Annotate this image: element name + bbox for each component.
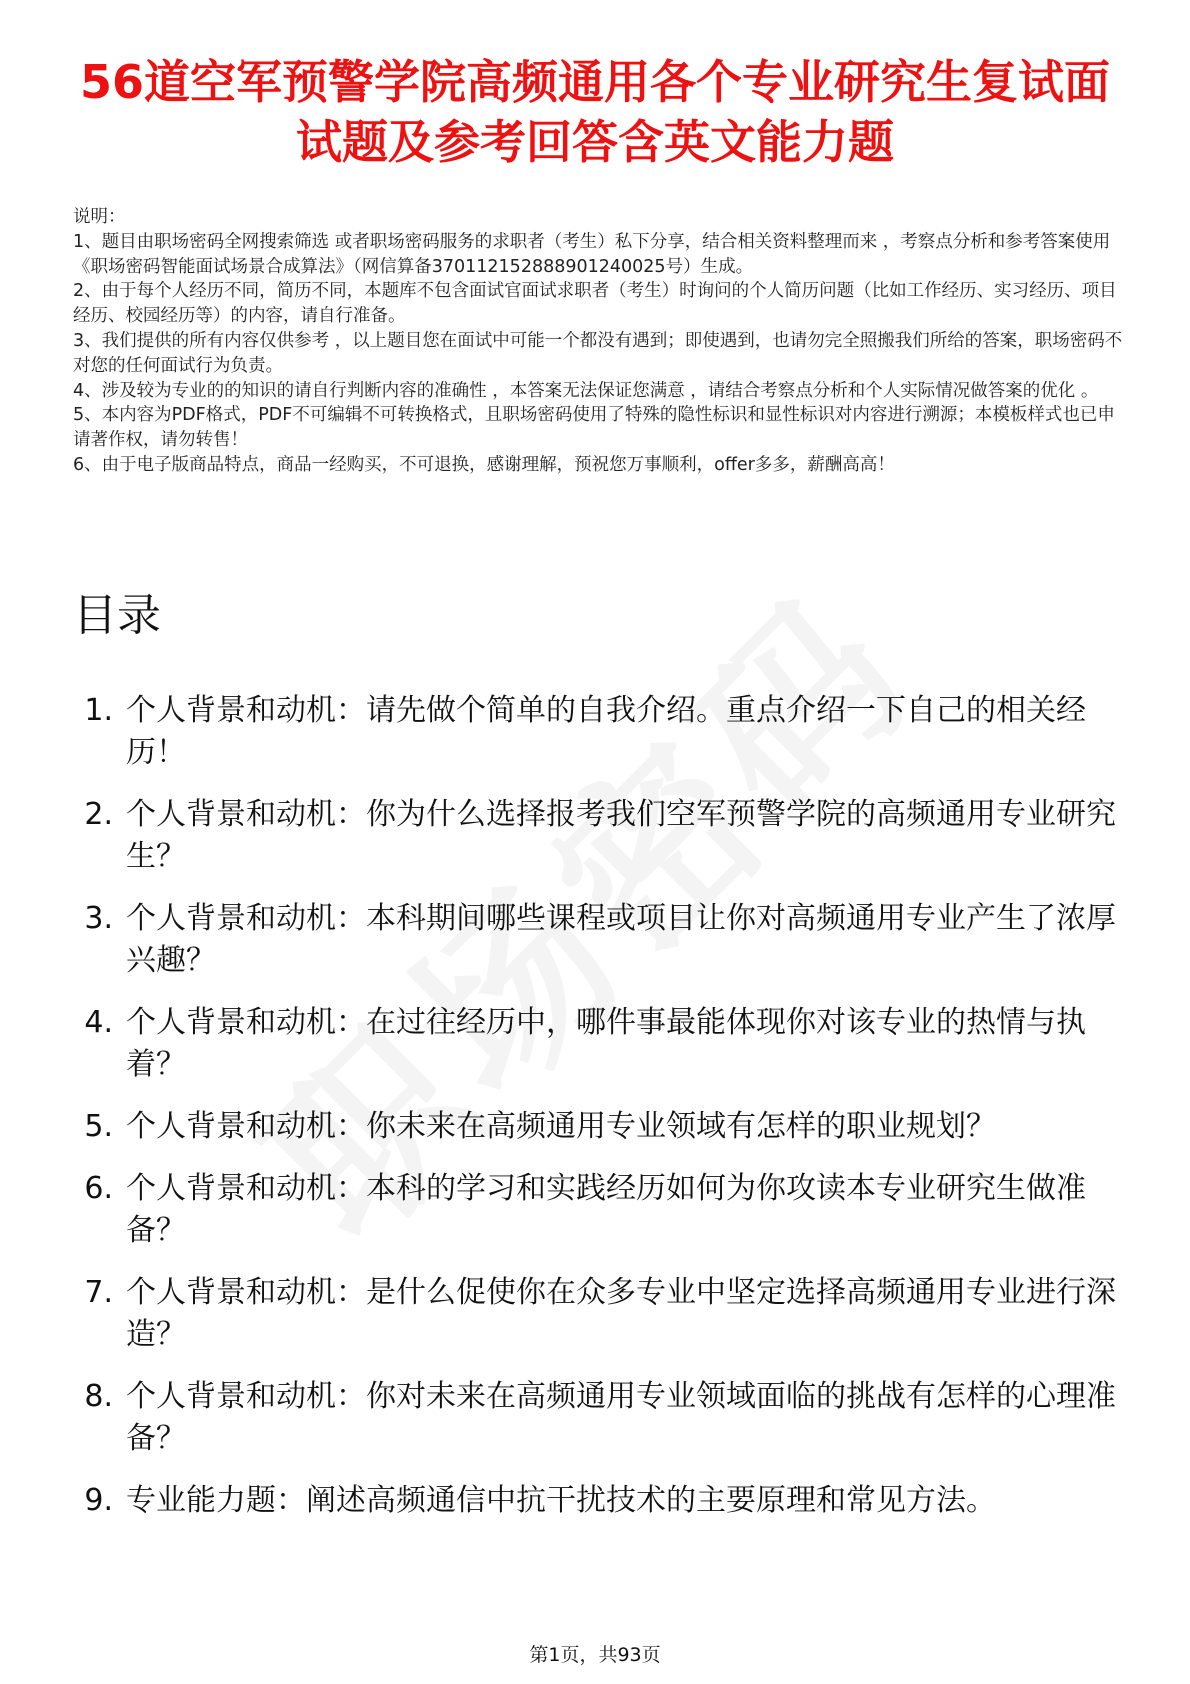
note-item: 3、我们提供的所有内容仅供参考 ，以上题目您在面试中可能一个都没有遇到；即使遇到，也请勿完全照搬我们所给的答案，职场密码不对您的任何面试行为负责。 bbox=[73, 330, 1123, 376]
toc-item-text: 个人背景和动机：本科的学习和实践经历如何为你攻读本专业研究生做准备？ bbox=[126, 1171, 1086, 1248]
toc-item-number: 4. bbox=[84, 1005, 113, 1040]
toc-list bbox=[73, 690, 1133, 1542]
toc-item[interactable] bbox=[73, 1106, 1133, 1148]
toc-item[interactable] bbox=[73, 794, 1133, 878]
toc-heading: 目录 bbox=[73, 590, 161, 641]
toc-item-text: 个人背景和动机：是什么促使你在众多专业中坚定选择高频通用专业进行深造？ bbox=[126, 1275, 1116, 1352]
toc-item[interactable] bbox=[73, 1002, 1133, 1086]
page-footer: 第1页，共93页 bbox=[529, 1644, 661, 1666]
toc-item[interactable] bbox=[73, 1168, 1133, 1252]
note-item: 2、由于每个人经历不同，简历不同，本题库不包含面试官面试求职者（考生）时询问的个人简历问题（比如工作经历、实习经历、项目经历、校园经历等）的内容，请自行准备。 bbox=[73, 281, 1117, 327]
toc-item-number: 9. bbox=[84, 1483, 113, 1518]
toc-item-text: 个人背景和动机：你未来在高频通用专业领域有怎样的职业规划？ bbox=[126, 1109, 996, 1144]
toc-item[interactable] bbox=[73, 898, 1133, 982]
toc-item-number: 2. bbox=[84, 797, 113, 832]
note-item: 5、本内容为PDF格式，PDF不可编辑不可转换格式，且职场密码使用了特殊的隐性标识和显性标识对内容进行溯源；本模板样式也已申请著作权，请勿转售！ bbox=[73, 405, 1115, 451]
toc-item-text: 个人背景和动机：你为什么选择报考我们空军预警学院的高频通用专业研究生？ bbox=[126, 797, 1116, 874]
toc-item[interactable] bbox=[73, 1480, 1133, 1522]
notes-heading: 说明： bbox=[73, 207, 126, 227]
note-item: 4、涉及较为专业的的知识的请自行判断内容的准确性 ，本答案无法保证您满意 ，请结合考察点分析和个人实际情况做答案的优化 。 bbox=[73, 380, 1099, 401]
note-item: 6、由于电子版商品特点，商品一经购买，不可退换，感谢理解，预祝您万事顺利，offer多多，薪酬高高！ bbox=[73, 454, 895, 475]
notes-section bbox=[73, 205, 1128, 478]
toc-item[interactable] bbox=[73, 1272, 1133, 1356]
toc-item-text: 个人背景和动机：你对未来在高频通用专业领域面临的挑战有怎样的心理准备？ bbox=[126, 1379, 1116, 1456]
toc-item[interactable] bbox=[73, 1376, 1133, 1460]
toc-item-number: 5. bbox=[84, 1109, 113, 1144]
toc-item-number: 3. bbox=[84, 901, 113, 936]
toc-item-number: 1. bbox=[84, 693, 113, 728]
toc-item-text: 专业能力题：阐述高频通信中抗干扰技术的主要原理和常见方法。 bbox=[126, 1483, 996, 1518]
toc-item-text: 个人背景和动机：本科期间哪些课程或项目让你对高频通用专业产生了浓厚兴趣？ bbox=[126, 901, 1116, 978]
toc-item-text: 个人背景和动机：在过往经历中，哪件事最能体现你对该专业的热情与执着？ bbox=[126, 1005, 1086, 1082]
document-title: 56道空军预警学院高频通用各个专业研究生复试面试题及参考回答含英文能力题 bbox=[79, 55, 1110, 169]
toc-item-number: 6. bbox=[84, 1171, 113, 1206]
toc-item-number: 7. bbox=[84, 1275, 113, 1310]
toc-item-number: 8. bbox=[84, 1379, 113, 1414]
toc-item[interactable] bbox=[73, 690, 1133, 774]
note-item: 1、题目由职场密码全网搜索筛选 或者职场密码服务的求职者（考生）私下分享，结合相关资料整理而来 ，考察点分析和参考答案使用《职场密码智能面试场景合成算法》（网信算备370112152888901240025号）生成。 bbox=[73, 231, 1111, 277]
toc-item-text: 个人背景和动机：请先做个简单的自我介绍。重点介绍一下自己的相关经历！ bbox=[126, 693, 1086, 770]
